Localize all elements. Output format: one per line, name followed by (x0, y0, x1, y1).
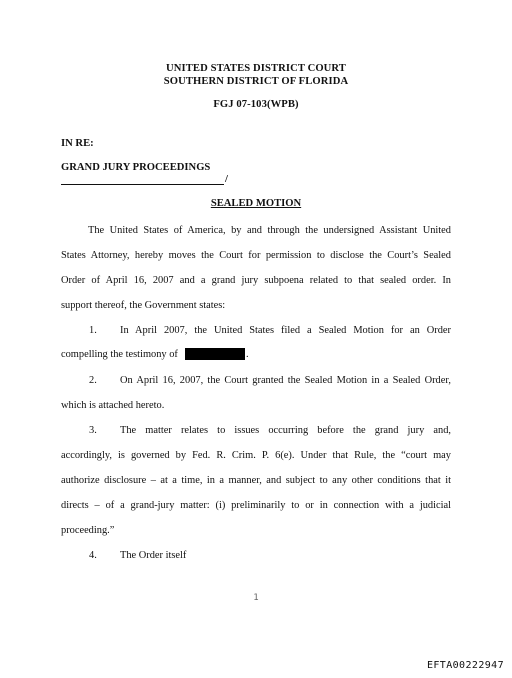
paragraph-3-line-1: The matter relates to issues occurring before the grand jury and, (120, 425, 451, 436)
page-number: 1 (253, 593, 259, 603)
intro-line-4: support thereof, the Government states: (61, 300, 226, 311)
paragraph-3-line-2: accordingly, is governed by Fed. R. Crim. P. 6(e). Under that Rule, the “court may (61, 450, 451, 461)
paragraph-2-line-1: On April 16, 2007, the Court granted the Sealed Motion in a Sealed Order, (120, 375, 451, 386)
document-title (0, 198, 512, 209)
intro-line-3: Order of April 16, 2007 and a grand jury subpoena related to that sealed order. In (61, 275, 451, 286)
in-re-label: IN RE: (61, 138, 94, 149)
paragraph-1-line-2: compelling the testimony of (61, 349, 178, 360)
case-number: FGJ 07-103(WPB) (213, 99, 299, 110)
caption-slash: / (225, 174, 228, 185)
court-name: UNITED STATES DISTRICT COURT (166, 63, 346, 74)
paragraph-1-number: 1. (89, 325, 97, 336)
redaction-box (185, 348, 245, 360)
matter-title: GRAND JURY PROCEEDINGS (61, 162, 211, 173)
paragraph-4-number: 4. (89, 550, 97, 561)
document-title-text: SEALED MOTION (210, 198, 302, 209)
paragraph-1-line-2-end: . (246, 349, 249, 360)
intro-line-2: States Attorney, hereby moves the Court for permission to disclose the Court’s Sealed (61, 250, 451, 261)
paragraph-3-line-4: directs – of a grand-jury matter: (i) preliminarily to or in connection with a judicial (61, 500, 451, 511)
paragraph-2-number: 2. (89, 375, 97, 386)
paragraph-3-number: 3. (89, 425, 97, 436)
intro-line-1: The United States of America, by and through the undersigned Assistant United (88, 225, 451, 236)
bates-stamp: EFTA00222947 (426, 660, 504, 671)
paragraph-4-line-1: The Order itself (120, 550, 187, 561)
caption-rule (61, 184, 224, 185)
caption-signature-line (61, 174, 228, 185)
paragraph-3-line-3: authorize disclosure – at a time, in a manner, and subject to any other conditions that it (61, 475, 451, 486)
paragraph-1-line-1: In April 2007, the United States filed a Sealed Motion for an Order (120, 325, 451, 336)
paragraph-3-line-5: proceeding.” (61, 525, 115, 536)
paragraph-2-line-2: which is attached hereto. (61, 400, 165, 411)
court-district: SOUTHERN DISTRICT OF FLORIDA (163, 76, 349, 87)
